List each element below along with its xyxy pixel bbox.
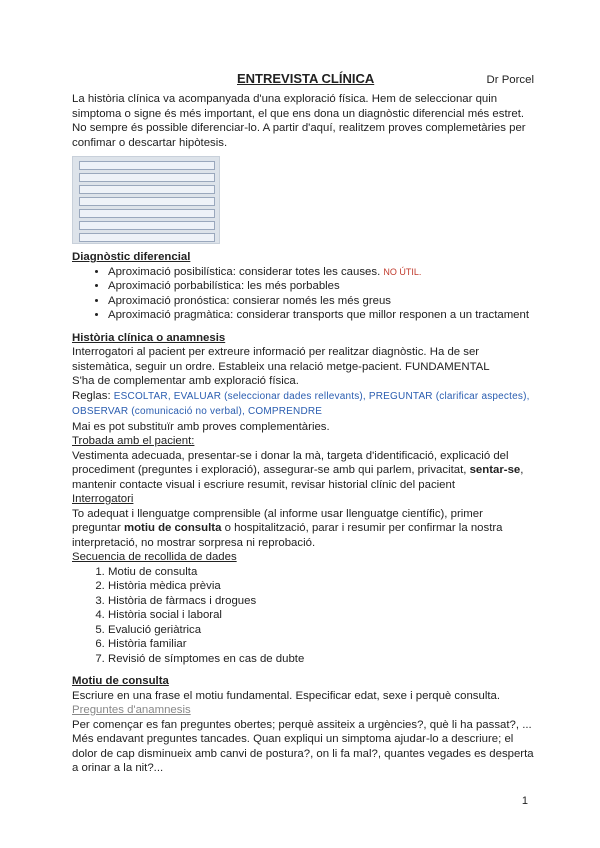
page-number: 1 [521, 794, 528, 807]
author: Dr Porcel [486, 74, 534, 86]
paragraph: Mai es pot substituïr amb proves complementàries. [72, 420, 330, 433]
page-title: ENTREVISTA CLÍNICA [237, 71, 375, 86]
paragraph: Per començar es fan preguntes obertes; perquè assiteix a urgències?, què li ha passat?, ... [72, 718, 532, 731]
subheading: Preguntes d'anamnesis [72, 704, 191, 716]
list-item: 1. Motiu de consulta [108, 565, 534, 580]
flowchart-image [72, 156, 220, 244]
paragraph: Escriure en una frase el motiu fundamental. Especificar edat, sexe i perquè consulta. [72, 689, 501, 702]
reglas-paragraph: Reglas: ESCOLTAR, EVALUAR (seleccionar dades rellevants), PREGUNTAR (clarificar aspectes), OBSERVAR (comunicació no verbal), COMPRENDRE [72, 389, 530, 417]
motiu-heading: Motiu de consulta [72, 675, 169, 687]
subheading: Trobada amb el pacient: [72, 435, 195, 447]
list-item: 2. Història mèdica prèvia [108, 579, 534, 594]
paragraph: Vestimenta adecuada, presentar-se i donar la mà, targeta d'identificació, explicació del procediment (preguntes i exploració), assegurar-se amb qui parlem, privacitat, sentar-se, mantenir contacte visual i escriure resumit, revisar historial clínic del pacient [72, 449, 524, 491]
list-item: • Aproximació pragmàtica: considerar transports que millor responen a un tractament [108, 308, 534, 323]
list-item: 6. Història familiar [108, 637, 534, 652]
paragraph: To adequat i llenguatge comprensible (al informe usar llenguatge científic), primer preguntar motiu de consulta o hospitalització, parar i resumir per confirmar la nostra interpretació, no mostrar sorpresa ni reprobació. [72, 507, 503, 549]
list-item: 5. Evalució geriàtrica [108, 623, 534, 638]
diag-heading: Diagnòstic diferencial [72, 251, 191, 263]
paragraph: S'ha de complementar amb exploració física. [72, 375, 299, 387]
list-item: 7. Revisió de símptomes en cas de dubte [108, 652, 534, 667]
sequence-list [72, 565, 534, 667]
title-row [72, 72, 534, 92]
subheading: Secuencia de recollida de dades [72, 551, 237, 563]
list-item: 4. Història social i laboral [108, 608, 534, 623]
list-item: • Aproximació porbabilística: les més porbables [108, 279, 534, 294]
list-item: 3. Història de fàrmacs i drogues [108, 594, 534, 609]
subheading: Interrogatori [72, 493, 134, 505]
list-item: • Aproximació pronóstica: consierar només les més greus [108, 294, 534, 309]
hist-heading: Història clínica o anamnesis [72, 331, 226, 344]
note-badge: NO ÚTIL. [383, 266, 422, 277]
paragraph: Més endavant preguntes tancades. Quan expliqui un simptoma ajudar-lo a descriure; el dolor de cap disminueix amb canvi de postura?, on li fa mal?, quantes vegades es desperta a orinar a la nit?... [72, 733, 534, 774]
diag-list [72, 265, 534, 323]
paragraph: Interrogatori al pacient per extreure informació per realitzar diagnòstic. Ha de ser sistemàtica, seguir un ordre. Estableix una relació metge-pacient. FUNDAMENTAL [72, 346, 490, 373]
list-item: • Aproximació posibilística: considerar totes les causes. NO ÚTIL. [108, 265, 534, 280]
intro-paragraph: La història clínica va acompanyada d'una exploració física. Hem de seleccionar quin simptoma o signe és més important, el que ens dona un diagnòstic diferencial més estret. No sempre és possible diferenciar-lo. A partir d'aquí, realitzem proves complemetàries per confimar o descartar hipòtesis. [72, 93, 526, 149]
page-content [72, 72, 534, 776]
